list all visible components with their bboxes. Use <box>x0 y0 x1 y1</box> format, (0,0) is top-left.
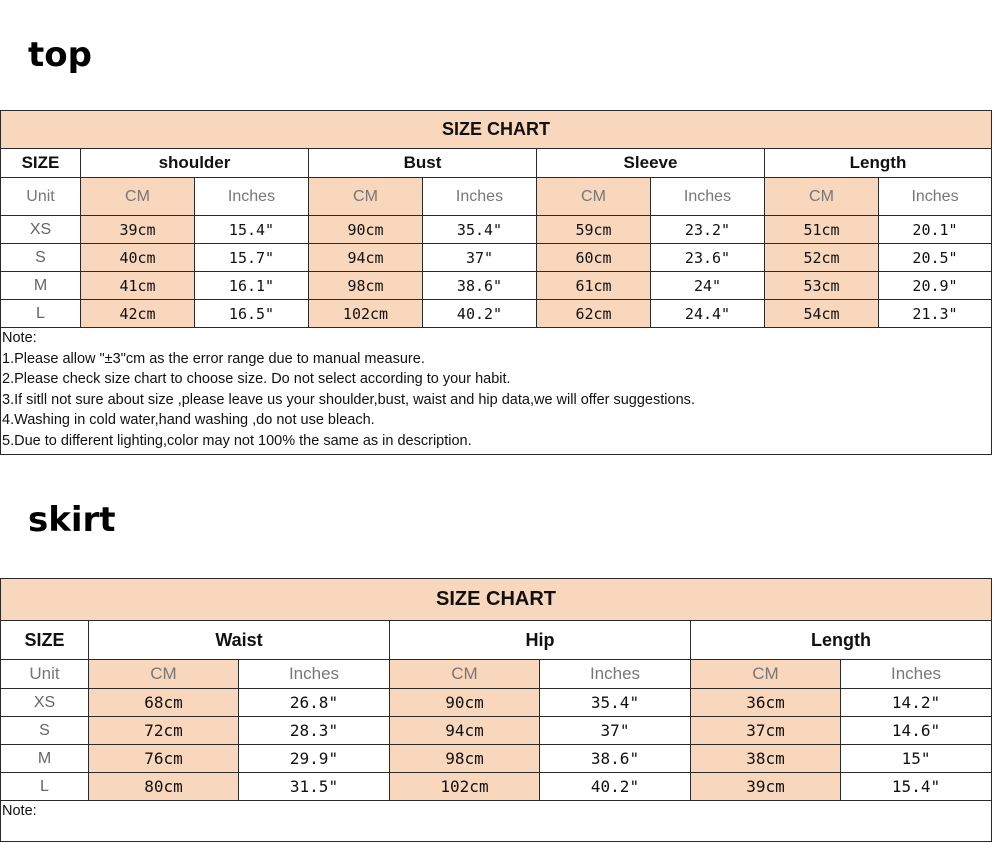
bust-cm-cell: 94cm <box>309 244 423 272</box>
group-header-sleeve: Sleeve <box>537 149 765 178</box>
note-line: 4.Washing in cold water,hand washing ,do not use bleach. <box>2 412 375 428</box>
length-cm-cell: 54cm <box>765 300 879 328</box>
hip-inches-cell: 37" <box>540 717 691 745</box>
size-header: SIZE <box>1 621 89 660</box>
group-header-length: Length <box>691 621 992 660</box>
skirt-size-chart-table <box>0 578 992 842</box>
shoulder-cm-cell: 42cm <box>81 300 195 328</box>
unit-inches: Inches <box>841 660 992 689</box>
skirt-section-title: skirt <box>28 500 116 540</box>
hip-cm-cell: 102cm <box>390 773 540 801</box>
shoulder-cm-cell: 41cm <box>81 272 195 300</box>
unit-cm: CM <box>691 660 841 689</box>
bust-cm-cell: 98cm <box>309 272 423 300</box>
unit-inches: Inches <box>540 660 691 689</box>
unit-cm: CM <box>81 178 195 216</box>
size-chart-title: SIZE CHART <box>1 111 992 149</box>
size-label: XS <box>1 216 81 244</box>
length-inches-cell: 21.3" <box>879 300 992 328</box>
waist-cm-cell: 80cm <box>89 773 239 801</box>
shoulder-cm-cell: 39cm <box>81 216 195 244</box>
length-inches-cell: 20.9" <box>879 272 992 300</box>
bust-inches-cell: 38.6" <box>423 272 537 300</box>
table-row <box>1 745 992 773</box>
length-cm-cell: 37cm <box>691 717 841 745</box>
length-cm-cell: 36cm <box>691 689 841 717</box>
shoulder-inches-cell: 15.4" <box>195 216 309 244</box>
length-inches-cell: 15.4" <box>841 773 992 801</box>
length-cm-cell: 38cm <box>691 745 841 773</box>
size-header: SIZE <box>1 149 81 178</box>
hip-inches-cell: 35.4" <box>540 689 691 717</box>
length-inches-cell: 20.1" <box>879 216 992 244</box>
top-size-chart-table <box>0 110 992 455</box>
unit-cm: CM <box>89 660 239 689</box>
unit-cm: CM <box>309 178 423 216</box>
table-row <box>1 216 992 244</box>
note-heading: Note: <box>2 330 37 346</box>
note-line: 5.Due to different lighting,color may not 100% the same as in description. <box>2 432 472 449</box>
group-header-waist: Waist <box>89 621 390 660</box>
sleeve-inches-cell: 24" <box>651 272 765 300</box>
bust-inches-cell: 40.2" <box>423 300 537 328</box>
unit-label: Unit <box>1 660 89 689</box>
sleeve-inches-cell: 24.4" <box>651 300 765 328</box>
shoulder-inches-cell: 16.5" <box>195 300 309 328</box>
size-label: S <box>1 717 89 745</box>
unit-cm: CM <box>765 178 879 216</box>
length-inches-cell: 20.5" <box>879 244 992 272</box>
bust-cm-cell: 102cm <box>309 300 423 328</box>
bust-cm-cell: 90cm <box>309 216 423 244</box>
sleeve-cm-cell: 61cm <box>537 272 651 300</box>
waist-inches-cell: 28.3" <box>239 717 390 745</box>
shoulder-cm-cell: 40cm <box>81 244 195 272</box>
length-inches-cell: 15" <box>841 745 992 773</box>
table-row <box>1 272 992 300</box>
top-section-title: top <box>28 35 92 75</box>
unit-inches: Inches <box>651 178 765 216</box>
bust-inches-cell: 37" <box>423 244 537 272</box>
unit-inches: Inches <box>239 660 390 689</box>
unit-inches: Inches <box>195 178 309 216</box>
table-row <box>1 300 992 328</box>
hip-cm-cell: 90cm <box>390 689 540 717</box>
waist-inches-cell: 26.8" <box>239 689 390 717</box>
size-label: S <box>1 244 81 272</box>
waist-inches-cell: 29.9" <box>239 745 390 773</box>
unit-inches: Inches <box>423 178 537 216</box>
sleeve-cm-cell: 62cm <box>537 300 651 328</box>
sleeve-cm-cell: 60cm <box>537 244 651 272</box>
unit-cm: CM <box>390 660 540 689</box>
group-header-shoulder: shoulder <box>81 149 309 178</box>
length-cm-cell: 51cm <box>765 216 879 244</box>
size-label: M <box>1 745 89 773</box>
note-line: 2.Please check size chart to choose size. Do not select according to your habit. <box>2 371 511 387</box>
waist-cm-cell: 68cm <box>89 689 239 717</box>
size-label: L <box>1 773 89 801</box>
hip-inches-cell: 38.6" <box>540 745 691 773</box>
waist-cm-cell: 76cm <box>89 745 239 773</box>
size-label: L <box>1 300 81 328</box>
table-row <box>1 717 992 745</box>
table-row <box>1 689 992 717</box>
length-inches-cell: 14.6" <box>841 717 992 745</box>
shoulder-inches-cell: 15.7" <box>195 244 309 272</box>
table-row <box>1 244 992 272</box>
note-line: 1.Please allow "±3"cm as the error range due to manual measure. <box>2 350 425 367</box>
table-row <box>1 773 992 801</box>
length-inches-cell: 14.2" <box>841 689 992 717</box>
unit-inches: Inches <box>879 178 992 216</box>
notes-block <box>1 328 992 455</box>
size-label: XS <box>1 689 89 717</box>
waist-inches-cell: 31.5" <box>239 773 390 801</box>
sleeve-cm-cell: 59cm <box>537 216 651 244</box>
hip-cm-cell: 94cm <box>390 717 540 745</box>
shoulder-inches-cell: 16.1" <box>195 272 309 300</box>
sleeve-inches-cell: 23.6" <box>651 244 765 272</box>
length-cm-cell: 39cm <box>691 773 841 801</box>
notes-block <box>1 801 992 842</box>
bust-inches-cell: 35.4" <box>423 216 537 244</box>
note-heading: Note: <box>2 803 37 819</box>
sleeve-inches-cell: 23.2" <box>651 216 765 244</box>
hip-inches-cell: 40.2" <box>540 773 691 801</box>
length-cm-cell: 52cm <box>765 244 879 272</box>
waist-cm-cell: 72cm <box>89 717 239 745</box>
length-cm-cell: 53cm <box>765 272 879 300</box>
note-line: 3.If sitll not sure about size ,please leave us your shoulder,bust, waist and hip data,we will offer suggestions. <box>2 391 695 408</box>
unit-label: Unit <box>1 178 81 216</box>
size-chart-title: SIZE CHART <box>1 579 992 621</box>
group-header-length: Length <box>765 149 992 178</box>
size-label: M <box>1 272 81 300</box>
hip-cm-cell: 98cm <box>390 745 540 773</box>
group-header-hip: Hip <box>390 621 691 660</box>
unit-cm: CM <box>537 178 651 216</box>
group-header-bust: Bust <box>309 149 537 178</box>
